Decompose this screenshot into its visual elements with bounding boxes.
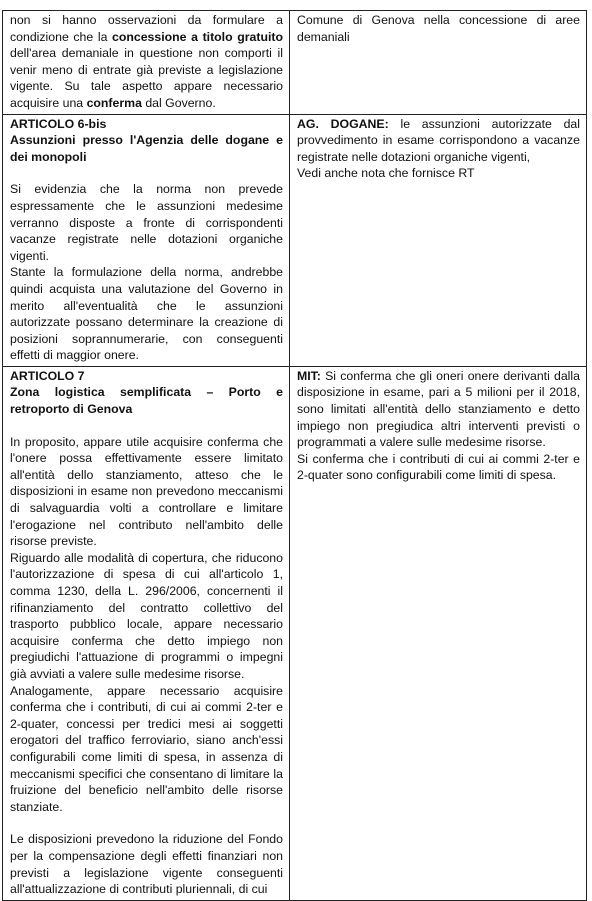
paragraph: Riguardo alle modalità di copertura, che riducono l'autorizzazione di spesa di cui all'articolo 1, comma 1230, della L. 296/2006, concernenti il rifinanziamento del contratto collettivo del trasporto pubblico locale, appare necessario acquisire conferma che detto impiego non pregiudichi l'attuazione di programmi o impegni già avviati a valere sulle medesime risorse. — [10, 550, 283, 681]
response-lead: MIT: — [297, 368, 321, 383]
paragraph: Le disposizioni prevedono la riduzione del Fondo per la compensazione degli effetti finanziari non previsti a legislazione vigente conseguenti all'attualizzazione di contributi pluriennali, di cui — [10, 832, 283, 897]
table-row — [3, 11, 587, 115]
left-cell — [3, 11, 290, 115]
paragraph: Si conferma che i contributi di cui ai commi 2-ter e 2-quater sono configurabili come limiti di spesa. — [297, 451, 580, 483]
article-heading — [10, 116, 283, 133]
spacer — [10, 815, 283, 831]
article-number: ARTICOLO 6-bis — [10, 116, 107, 131]
document-table — [2, 10, 587, 901]
article-number: ARTICOLO 7 — [10, 368, 85, 383]
bold-text: conferma — [86, 95, 142, 110]
right-cell — [290, 11, 587, 115]
bold-text: concessione a titolo gratuito — [112, 29, 283, 44]
article-title-text: Assunzioni presso l'Agenzia delle dogane e dei monopoli — [10, 133, 283, 164]
spacer — [10, 165, 283, 181]
paragraph: Comune di Genova nella concessione di aree demaniali — [297, 13, 580, 44]
paragraph: Si evidenzia che la norma non prevede espressamente che le assunzioni medesime verranno disposte a fronte di corrispondenti vacanze registrate nelle dotazioni organiche vigenti. — [10, 182, 283, 263]
paragraph — [10, 12, 283, 112]
right-cell — [290, 114, 587, 366]
left-cell — [3, 366, 290, 900]
text-span: le assunzioni autorizzate dal provvedimento in esame corrispondono a vacanze registrate nelle dotazioni organiche vigenti, — [297, 116, 580, 164]
right-cell — [290, 366, 587, 900]
article-title-text: Zona logistica semplificata – Porto e retroporto di Genova — [10, 385, 283, 417]
paragraph: Stante la formulazione della norma, andrebbe quindi acquista una valutazione del Governo in merito all'eventualità che le assunzioni autorizzate possano determinare la creazione di posizioni soprannumerarie, con conseguenti effetti di maggior onere. — [10, 265, 283, 363]
paragraph — [297, 116, 580, 166]
paragraph: In proposito, appare utile acquisire conferma che l'onere possa effettivamente essere limitato all'entità dello stanziamento, atteso che le disposizioni in esame non prevedono meccanismi di salvaguardia volti a controllare e limitare l'erogazione nel contributo nell'ambito delle risorse previste. — [10, 434, 283, 549]
spacer — [10, 418, 283, 434]
paragraph — [297, 368, 580, 451]
table-row — [3, 114, 587, 366]
paragraph: Vedi anche nota che fornisce RT — [297, 166, 475, 181]
text-span: dell'area demaniale in questione non comporti il venir meno di entrate già previste a legislazione vigente. Su tale aspetto appare necessario acquisire una — [10, 46, 283, 110]
table-row — [3, 366, 587, 900]
text-span: Si conferma che gli oneri onere derivanti dalla disposizione in esame, pari a 5 milioni per il 2018, sono limitati all'entità dello stanziamento e detto impiego non pregiudica altri interventi previsti o programmati a valere sulle medesime risorse. — [297, 368, 580, 450]
text-span: dal Governo. — [141, 95, 216, 110]
text-span: non si hanno osservazioni da formulare a condizione che la — [10, 13, 283, 44]
response-lead: AG. DOGANE: — [297, 116, 389, 131]
article-heading — [10, 368, 283, 385]
article-title — [10, 384, 283, 417]
article-title — [10, 132, 283, 165]
left-cell — [3, 114, 290, 366]
paragraph: Analogamente, appare necessario acquisire conferma che i contributi, di cui ai commi 2-ter e 2-quater, concessi per tredici mesi ai soggetti erogatori del traffico ferroviario, siano anch'essi configurabili come limiti di spesa, in assenza di meccanismi specifici che consentano di limitare la fruizione del beneficio nell'ambito delle risorse stanziate. — [10, 683, 283, 814]
